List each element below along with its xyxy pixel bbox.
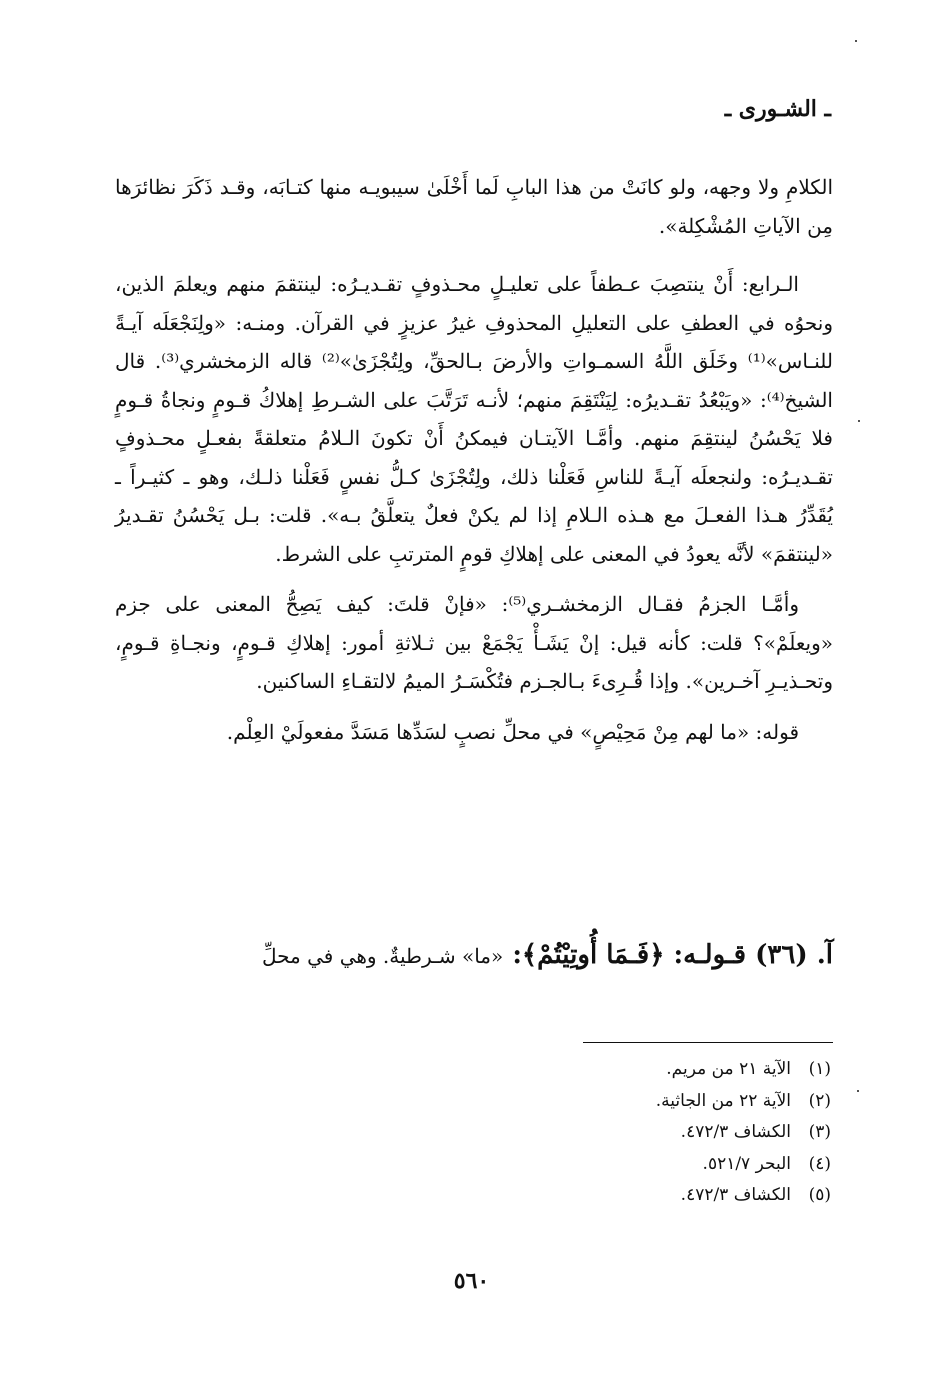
footnote-item [431, 1086, 831, 1118]
footnote-number: (١) [808, 1059, 831, 1079]
footnote-list [431, 1054, 831, 1212]
footnote-item [431, 1054, 831, 1086]
footnote-text: البحر ٥٢١/٧. [702, 1153, 791, 1174]
footnote-item [431, 1149, 831, 1181]
footnote-number: (٥) [808, 1185, 831, 1205]
paragraph-1: الكلامِ ولا وجهه، ولو كانَتْ من هذا البابِ لَما أَخْلَىٰ سيبويـه منها كتـابَه، وقـد ذَكَرَ نظائرَها مِن الآياتِ المُشْكِلة». [115, 175, 833, 238]
footnote-item [431, 1117, 831, 1149]
footnote-divider [583, 1042, 833, 1043]
verse-commentary: «ما» شـرطيةٌ. وهي في محلِّ [261, 944, 504, 968]
footnote-number: (٢) [808, 1090, 831, 1111]
verse-heading-line [115, 940, 833, 970]
scan-speck [855, 40, 857, 42]
page-number: ٥٦٠ [453, 1268, 490, 1294]
footnote-text: الآية ٢٢ من الجاثية. [655, 1090, 791, 1111]
verse-heading: آ. (٣٦) قـولـه: ﴿فَـمَا أُوتِيْتُمْ﴾: [512, 940, 833, 970]
scan-speck [857, 1090, 859, 1092]
paragraph-2: الـرابع: أَنْ ينتصِبَ عـطفاً على تعليـلٍ محـذوفٍ تقـديـرُه: لينتقمَ منهم ويعلمَ الذين، ونحوُه في العطفِ على التعليلِ المحذوفِ غيرُ عزيزٍ في القرآن. ومنـه: «ولِنَجْعَلَه آيـةً للنـاس»⁽¹⁾ وخَلَق اللَّهُ السمـواتِ والأرضَ بـالحقِّ، ولِتُجْزَىٰ»⁽²⁾ قاله الزمخشري⁽³⁾. قال الشيخ⁽⁴⁾: «ويَبْعُدُ تقـديرُه: لِيَنْتَقِمَ منهم؛ لأنـه تَرَتَّبَ على الشـرطِ إهلاكُ قـومٍ ونجاةُ قـومٍ فلا يَحْسُنُ لينتقِمَ منهم. وأمَّـا الآيتـان فيمكنُ أَنْ تكونَ الـلامُ متعلقةً بفعـلٍ محـذوفٍ تقـديـرُه: ولنجعلَه آيـةً للناسِ فَعَلْنا ذلك، ولِتُجْزَىٰ كـلُّ نفسٍ فَعَلْنا ذلـك، وهو ـ كثيـراً ـ يُقَدِّرُ هـذا الفعـلَ مع هـذه الـلامِ إذا لم يكنْ فعلٌ يتعلَّقُ بـه». قلت: بـل يَحْسُنُ تقـديرُ «لينتقمَ» لأنَّه يعودُ في المعنى على إهلاكِ قومٍ المترتبِ على الشرط. [115, 272, 834, 566]
footnote-text: الكشاف ٤٧٢/٣. [680, 1185, 791, 1205]
footnote-item [431, 1180, 831, 1212]
running-title: ـ الشـورى ـ [724, 96, 831, 122]
footnote-number: (٤) [808, 1153, 831, 1174]
footnote-text: الآية ٢١ من مريم. [666, 1059, 791, 1079]
paragraph-4: قوله: «ما لهم مِنْ مَحِيْصٍ» في محلِّ نصبٍ لسَدِّها مَسَدَّ مفعولَيْ العِلْم. [226, 719, 799, 744]
paragraph-3: وأمَّـا الجزمُ فقـال الزمخشـري⁽⁵⁾: «فإنْ قلتَ: كيف يَصِحُّ المعنى على جزم «ويعلَمْ»؟ قلت: كأنه قيل: إنْ يَشَـأْ يَجْمَعْ بين ثـلاثةِ أمور: إهلاكِ قـومٍ، ونجـاةِ قـومٍ، وتحـذيـرِ آخـرين». وإذا قُـرِىءَ بـالجـزم فتُكْسَـرُ الميمُ لالتقـاءِ الساكنين. [115, 592, 833, 693]
footnote-number: (٣) [808, 1122, 831, 1142]
main-text [115, 168, 833, 751]
footnote-text: الكشاف ٤٧٢/٣. [680, 1122, 791, 1142]
scan-speck [858, 420, 860, 422]
